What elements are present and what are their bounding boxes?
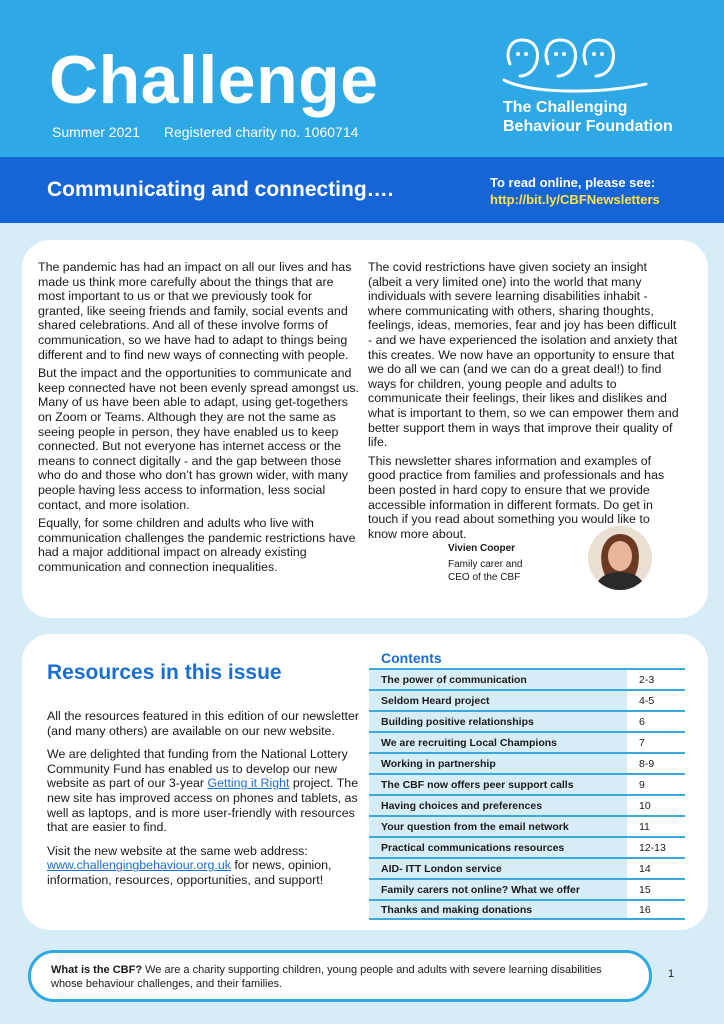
resources-paragraph [47,844,365,888]
issue-date: Summer 2021 [52,124,140,140]
resources-paragraph [47,747,365,835]
intro-right-column [368,260,682,545]
intro-left-column [38,260,360,578]
contents-label: The power of communication [369,670,627,689]
contents-label: We are recruiting Local Champions [369,733,627,752]
contents-row [369,878,685,899]
contents-page: 2-3 [627,670,685,689]
contents-row [369,794,685,815]
contents-page: 11 [627,817,685,836]
contents-row [369,836,685,857]
contents-row [369,710,685,731]
text-span: for news, opinion, information, resources, opportunities, and support! [47,858,332,887]
contents-row [369,689,685,710]
portrait-icon [588,526,652,590]
intro-paragraph: The pandemic has had an impact on all our lives and has made us think more carefully about the things that are most important to us or that we previously took for granted, like seeing friends and family, social events and shared celebrations. And all of these involve forms of communication, so we have had to adapt to things being different and to find new ways of connecting with people. [38,260,352,362]
headline-banner [0,157,724,223]
text-span: project. The new site has improved access on phones and tablets, as well as laptops, and is more user-friendly with resources that are easier to find. [47,776,359,835]
contents-row [369,773,685,794]
newsletter-link[interactable]: http://bit.ly/CBFNewsletters [490,192,660,207]
contents-page: 6 [627,712,685,731]
contents-page: 4-5 [627,691,685,710]
contents-page: 14 [627,859,685,878]
getting-it-right-link[interactable]: Getting it Right [207,776,290,791]
contents-table [369,668,685,920]
issue-meta [52,124,358,140]
intro-panel [22,240,708,618]
intro-paragraph: But the impact and the opportunities to communicate and keep connected have not been evenly spread amongst us. Many of us have been able to adapt, using get-togethers on Zoom or Teams. Although they are not the same as seeing people in person, they have enabled us to keep connected. But not everyone has internet access or the means to connect digitally - and the gap between those who do and those who don’t has grown wider, with many people having less access to information, less social contact, and more isolation. [38,366,360,512]
contents-page: 10 [627,796,685,815]
contents-page: 8-9 [627,754,685,773]
text-span: Visit the new website at the same web address: [47,843,308,858]
contents-label: The CBF now offers peer support calls [369,775,627,794]
contents-label: Having choices and preferences [369,796,627,815]
contents-label: Building positive relationships [369,712,627,731]
signature [448,542,522,584]
contents-label: Family carers not online? What we offer [369,880,627,899]
contents-label: Seldom Heard project [369,691,627,710]
contents-row [369,668,685,689]
masthead [0,0,724,157]
contents-title: Contents [381,650,442,666]
resources-panel [22,634,708,930]
signature-role: Family carer and [448,559,523,570]
website-link[interactable]: www.challengingbehaviour.org.uk [47,858,231,873]
contents-page: 16 [627,901,685,918]
contents-row [369,731,685,752]
read-online [490,174,660,208]
charity-number: Registered charity no. 1060714 [163,124,359,140]
contents-label: Practical communications resources [369,838,627,857]
text-span: We are delighted that funding from the National Lottery Community Fund has enabled us to develop our new website as part of our 3-year [47,747,348,791]
organisation-name [503,98,673,136]
page-number: 1 [668,968,675,980]
contents-label: AID- ITT London service [369,859,627,878]
contents-label: Thanks and making donations [369,901,627,918]
contents-row [369,752,685,773]
contents-page: 7 [627,733,685,752]
signature-role: CEO of the CBF [448,572,521,583]
intro-paragraph: The covid restrictions have given society an insight (albeit a very limited one) into the world that many individuals with severe learning disabilities inhabit - where communicating with others, sharing thoughts, feelings, ideas, memories, fear and joy has been difficult - and we have experienced the isolation and anxiety that this creates. We now have an opportunity to ensure that we do all we can (and we can do a great deal!) to find ways for children, young people and adults to communicate their feelings, their likes and dislikes and what is important to them, so we can empower them and better support them in ways that improve their quality of life. [368,260,679,450]
about-cbf-heading: What is the CBF? [51,964,143,976]
cbf-logo-icon [500,34,650,96]
contents-page: 9 [627,775,685,794]
contents-page: 12-13 [627,838,685,857]
org-name-line2: Behaviour Foundation [503,118,673,135]
intro-paragraph: This newsletter shares information and examples of good practice from families and professionals and has been posted in hard copy to ensure that we provide accessible information in different formats. Do get in touch if you read about something you would like to know more about. [368,453,665,541]
contents-label: Working in partnership [369,754,627,773]
resources-title: Resources in this issue [47,661,282,684]
resources-paragraph: All the resources featured in this edition of our newsletter (and many others) are available on our new website. [47,709,359,738]
newsletter-title: Challenge [49,42,379,118]
contents-page: 15 [627,880,685,899]
org-name-line1: The Challenging [503,99,628,116]
author-photo [588,526,652,590]
signature-name: Vivien Cooper [448,543,516,554]
issue-headline: Communicating and connecting…. [47,178,394,201]
about-cbf-box [28,950,652,1002]
read-online-label: To read online, please see: [490,175,656,190]
contents-row [369,815,685,836]
contents-label: Your question from the email network [369,817,627,836]
resources-body [47,709,365,897]
intro-paragraph: Equally, for some children and adults who live with communication challenges the pandemic restrictions have had a major additional impact on already existing communication and connection inequalities. [38,516,356,574]
contents-row [369,857,685,878]
about-cbf-body: We are a charity supporting children, young people and adults with severe learning disabilities whose behaviour challenges, and their families. [51,964,602,990]
contents-row [369,899,685,920]
about-cbf-text [51,963,631,991]
